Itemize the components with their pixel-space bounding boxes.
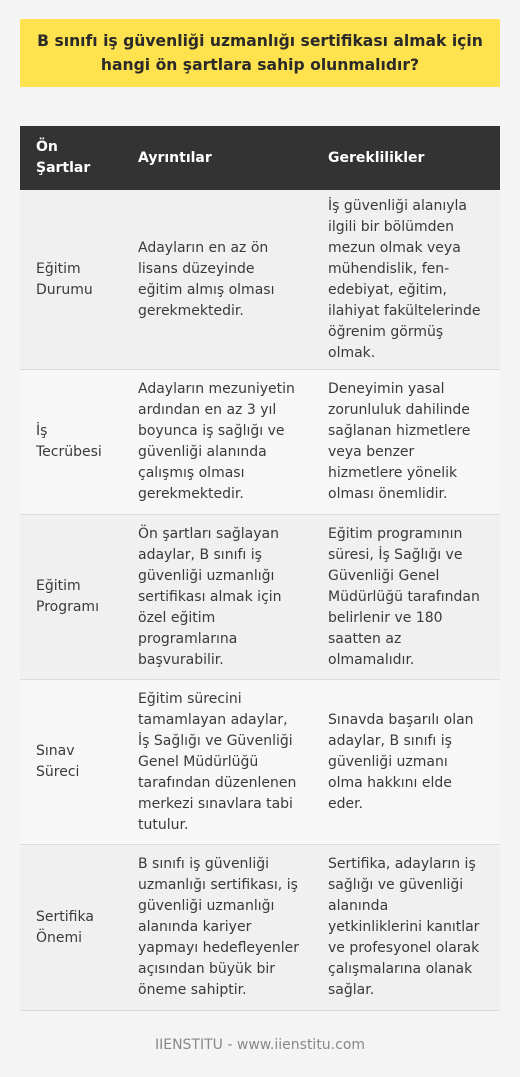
header-cell-details: Ayrıntılar xyxy=(138,149,212,166)
table-cell: Ön şartları sağlayan adaylar, B sınıfı iş güvenliği uzmanlığı sertifikası almak için özel eğitim programlarına başvurabilir. xyxy=(138,525,282,668)
table-header-row xyxy=(20,126,500,190)
page-title: B sınıfı iş güvenliği uzmanlığı sertifikası almak için hangi ön şartlara sahip olunmalıdır? xyxy=(20,19,500,87)
table-row xyxy=(20,845,500,1011)
table-cell: İş güvenliği alanıyla ilgili bir bölümden mezun olmak veya mühendislik, fen-edebiyat, eğitim, ilahiyat fakültelerinde öğrenim görmüş olmak. xyxy=(328,197,481,361)
header-cell-prerequisites: Ön Şartlar xyxy=(36,139,91,176)
requirements-table xyxy=(20,126,500,1016)
table-cell: Adayların mezuniyetin ardından en az 3 yıl boyunca iş sağlığı ve güvenliği alanında çalışmış olması gerekmektedir. xyxy=(138,381,295,502)
table-row xyxy=(20,515,500,680)
table-cell: Eğitim sürecini tamamlayan adaylar, İş Sağlığı ve Güvenliği Genel Müdürlüğü tarafından düzenlenen merkezi sınavlara tabi tutulur. xyxy=(138,690,297,833)
table-row xyxy=(20,680,500,845)
table-cell: B sınıfı iş güvenliği uzmanlığı sertifikası, iş güvenliği uzmanlığı alanında kariyer yapmayı hedefleyenler açısından büyük bir öneme sahiptir. xyxy=(138,856,300,998)
table-cell: Sınav Süreci xyxy=(36,743,80,780)
table-cell: Sınavda başarılı olan adaylar, B sınıfı iş güvenliği uzmanı olma hakkını elde eder. xyxy=(328,711,474,812)
table-row xyxy=(20,190,500,370)
table-cell: Eğitim Programı xyxy=(36,578,99,615)
table-cell: Eğitim Durumu xyxy=(36,260,93,298)
table-cell: Eğitim programının süresi, İş Sağlığı ve Güvenliği Genel Müdürlüğü tarafından belirlenir ve 180 saatten az olmamalıdır. xyxy=(328,525,480,668)
table-cell: İş Tecrübesi xyxy=(36,423,102,460)
table-cell: Sertifika Önemi xyxy=(36,908,94,946)
table-row xyxy=(20,370,500,515)
header-cell-requirements: Gereklilikler xyxy=(328,149,425,166)
table-cell: Adayların en az ön lisans düzeyinde eğitim almış olması gerekmektedir. xyxy=(138,239,275,319)
table-cell: Sertifika, adayların iş sağlığı ve güvenliği alanında yetkinliklerini kanıtlar ve profesyonel olarak çalışmalarına olanak sağlar. xyxy=(328,856,480,998)
table-cell: Deneyimin yasal zorunluluk dahilinde sağlanan hizmetlere veya benzer hizmetlere yönelik olması önemlidir. xyxy=(328,381,471,502)
footer-credit: IIENSTITU - www.iienstitu.com xyxy=(154,1037,366,1053)
